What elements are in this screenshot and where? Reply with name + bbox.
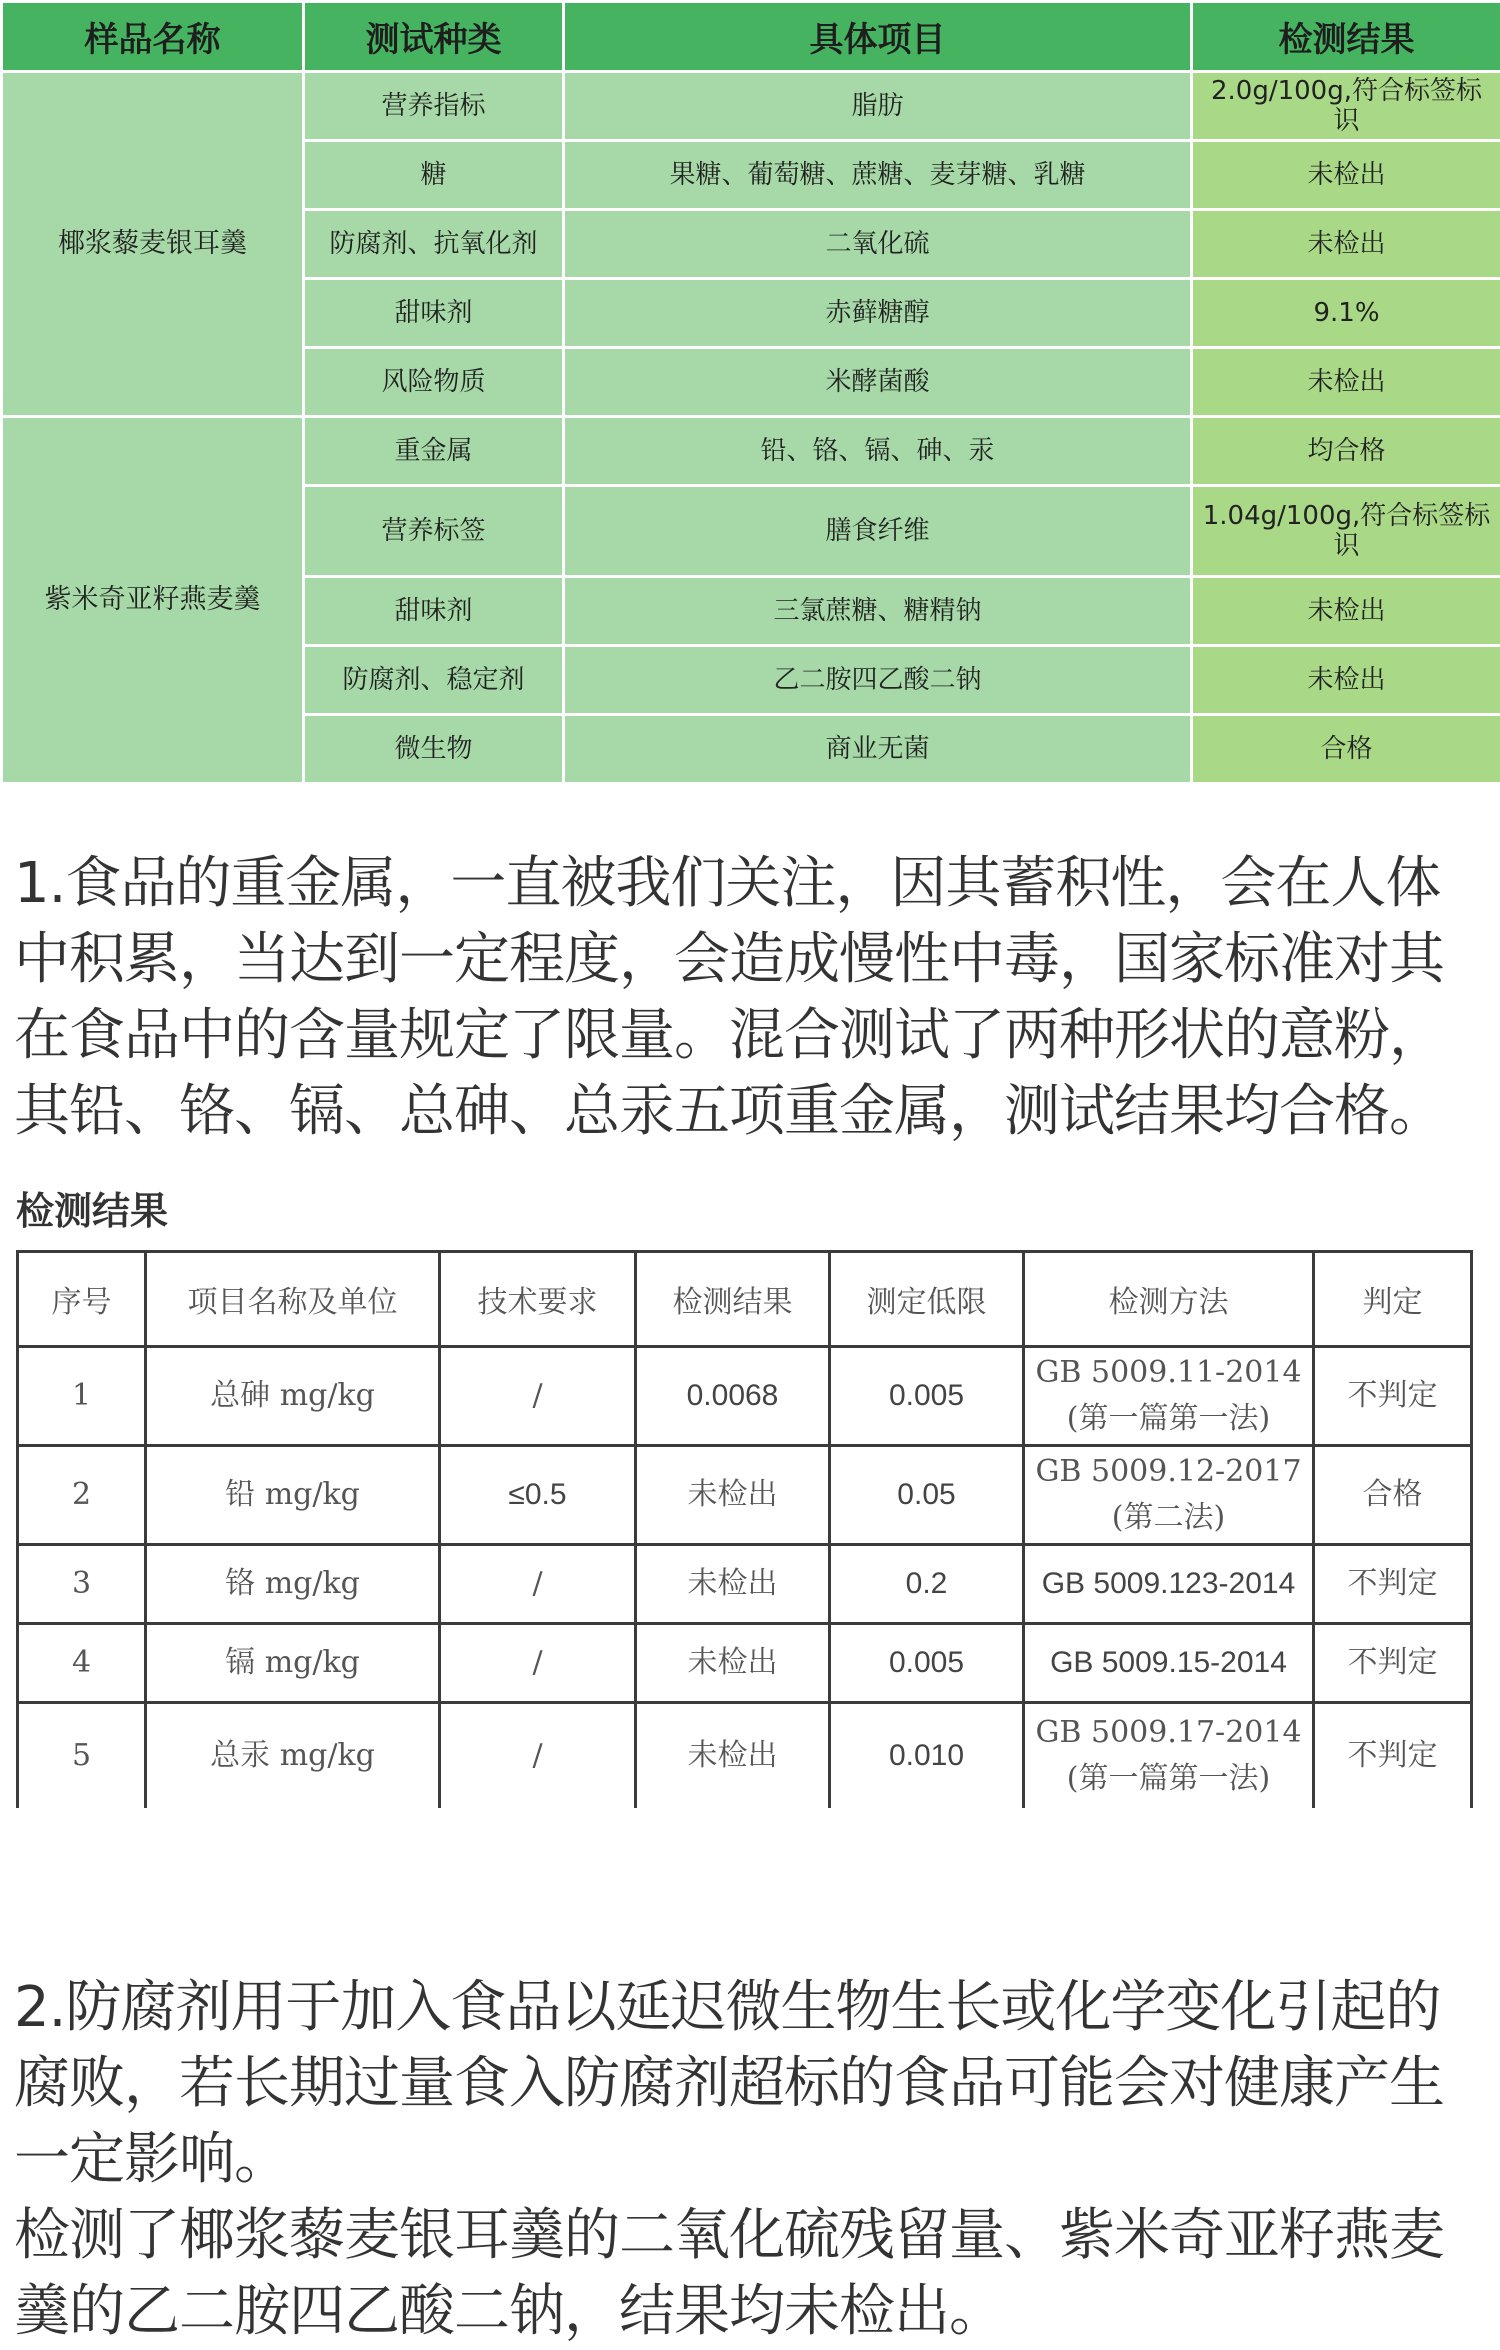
row-result: 0.0068 xyxy=(636,1347,830,1446)
row-no: 5 xyxy=(18,1703,146,1809)
method-standard: GB 5009.12-2017 xyxy=(1029,1449,1308,1495)
row-limit: 0.005 xyxy=(830,1624,1024,1703)
row-no: 1 xyxy=(18,1347,146,1446)
row-method: GB 5009.15-2014 xyxy=(1024,1624,1314,1703)
row-no: 4 xyxy=(18,1624,146,1703)
table-row xyxy=(2,417,1500,486)
row-method xyxy=(1024,1347,1314,1446)
test-result: 未检出 xyxy=(1192,348,1500,417)
row-requirement: ≤0.5 xyxy=(440,1446,636,1545)
header-verdict: 判定 xyxy=(1314,1252,1472,1347)
test-type: 重金属 xyxy=(304,417,564,486)
row-result: 未检出 xyxy=(636,1545,830,1624)
row-limit: 0.005 xyxy=(830,1347,1024,1446)
row-method xyxy=(1024,1446,1314,1545)
header-test-type: 测试种类 xyxy=(304,2,564,72)
test-result: 未检出 xyxy=(1192,646,1500,715)
row-requirement: / xyxy=(440,1703,636,1809)
row-no: 2 xyxy=(18,1446,146,1545)
row-verdict: 合格 xyxy=(1314,1446,1472,1545)
preservative-paragraph: 2.防腐剂用于加入食品以延迟微生物生长或化学变化引起的腐败，若长期过量食入防腐剂超标的食品可能会对健康产生一定影响。 xyxy=(14,1970,1492,2198)
row-limit: 0.010 xyxy=(830,1703,1024,1809)
header-specific-item: 具体项目 xyxy=(564,2,1192,72)
row-requirement: / xyxy=(440,1347,636,1446)
row-name: 镉 mg/kg xyxy=(146,1624,440,1703)
row-limit: 0.05 xyxy=(830,1446,1024,1545)
sample-test-table xyxy=(0,0,1500,785)
sample-name: 紫米奇亚籽燕麦羹 xyxy=(2,417,304,784)
table-row xyxy=(2,72,1500,141)
header-requirement: 技术要求 xyxy=(440,1252,636,1347)
method-note: (第二法) xyxy=(1029,1495,1308,1541)
table-row xyxy=(18,1446,1472,1545)
header-item-unit: 项目名称及单位 xyxy=(146,1252,440,1347)
row-verdict: 不判定 xyxy=(1314,1545,1472,1624)
row-name: 铬 mg/kg xyxy=(146,1545,440,1624)
test-type: 营养指标 xyxy=(304,72,564,141)
test-type: 防腐剂、抗氧化剂 xyxy=(304,210,564,279)
row-no: 3 xyxy=(18,1545,146,1624)
row-limit: 0.2 xyxy=(830,1545,1024,1624)
specific-item: 铅、铬、镉、砷、汞 xyxy=(564,417,1192,486)
header-sample-name: 样品名称 xyxy=(2,2,304,72)
row-requirement: / xyxy=(440,1624,636,1703)
method-standard: GB 5009.17-2014 xyxy=(1029,1710,1308,1756)
specific-item: 乙二胺四乙酸二钠 xyxy=(564,646,1192,715)
row-result: 未检出 xyxy=(636,1624,830,1703)
heavy-metal-paragraph: 1.食品的重金属，一直被我们关注，因其蓄积性，会在人体中积累，当达到一定程度，会造成慢性中毒，国家标准对其在食品中的含量规定了限量。混合测试了两种形状的意粉，其铅、铬、镉、总砷、总汞五项重金属，测试结果均合格。 xyxy=(14,846,1492,1150)
row-verdict: 不判定 xyxy=(1314,1624,1472,1703)
row-verdict: 不判定 xyxy=(1314,1703,1472,1809)
test-result: 2.0g/100g,符合标签标识 xyxy=(1192,72,1500,141)
test-type: 微生物 xyxy=(304,715,564,784)
specific-item: 脂肪 xyxy=(564,72,1192,141)
specific-item: 米酵菌酸 xyxy=(564,348,1192,417)
specific-item: 果糖、葡萄糖、蔗糖、麦芽糖、乳糖 xyxy=(564,141,1192,210)
table-header-row xyxy=(18,1252,1472,1347)
row-name: 总汞 mg/kg xyxy=(146,1703,440,1809)
table-row xyxy=(18,1624,1472,1703)
preservative-result-paragraph: 检测了椰浆藜麦银耳羹的二氧化硫残留量、紫米奇亚籽燕麦羹的乙二胺四乙酸二钠，结果均未检出。 xyxy=(14,2198,1492,2350)
test-result: 未检出 xyxy=(1192,210,1500,279)
test-result: 合格 xyxy=(1192,715,1500,784)
table-header-row xyxy=(2,2,1500,72)
table-row xyxy=(18,1347,1472,1446)
test-type: 风险物质 xyxy=(304,348,564,417)
test-type: 甜味剂 xyxy=(304,279,564,348)
header-test-result: 检测结果 xyxy=(1192,2,1500,72)
specific-item: 二氧化硫 xyxy=(564,210,1192,279)
row-method: GB 5009.123-2014 xyxy=(1024,1545,1314,1624)
method-note: (第一篇第一法) xyxy=(1029,1756,1308,1802)
test-result: 均合格 xyxy=(1192,417,1500,486)
row-result: 未检出 xyxy=(636,1446,830,1545)
header-result: 检测结果 xyxy=(636,1252,830,1347)
table-row xyxy=(18,1703,1472,1809)
table-row xyxy=(18,1545,1472,1624)
row-name: 总砷 mg/kg xyxy=(146,1347,440,1446)
specific-item: 三氯蔗糖、糖精钠 xyxy=(564,577,1192,646)
test-type: 甜味剂 xyxy=(304,577,564,646)
test-result: 未检出 xyxy=(1192,141,1500,210)
sample-name: 椰浆藜麦银耳羹 xyxy=(2,72,304,417)
row-method xyxy=(1024,1703,1314,1809)
specific-item: 赤藓糖醇 xyxy=(564,279,1192,348)
row-name: 铅 mg/kg xyxy=(146,1446,440,1545)
row-verdict: 不判定 xyxy=(1314,1347,1472,1446)
header-no: 序号 xyxy=(18,1252,146,1347)
specific-item: 商业无菌 xyxy=(564,715,1192,784)
test-result: 未检出 xyxy=(1192,577,1500,646)
header-method: 检测方法 xyxy=(1024,1252,1314,1347)
method-standard: GB 5009.11-2014 xyxy=(1029,1350,1308,1396)
method-note: (第一篇第一法) xyxy=(1029,1396,1308,1442)
test-type: 防腐剂、稳定剂 xyxy=(304,646,564,715)
test-result: 1.04g/100g,符合标签标识 xyxy=(1192,486,1500,577)
row-result: 未检出 xyxy=(636,1703,830,1809)
header-limit: 测定低限 xyxy=(830,1252,1024,1347)
results-heading: 检测结果 xyxy=(16,1180,168,1235)
heavy-metal-table xyxy=(16,1250,1473,1808)
row-requirement: / xyxy=(440,1545,636,1624)
test-type: 营养标签 xyxy=(304,486,564,577)
test-type: 糖 xyxy=(304,141,564,210)
specific-item: 膳食纤维 xyxy=(564,486,1192,577)
test-result: 9.1% xyxy=(1192,279,1500,348)
